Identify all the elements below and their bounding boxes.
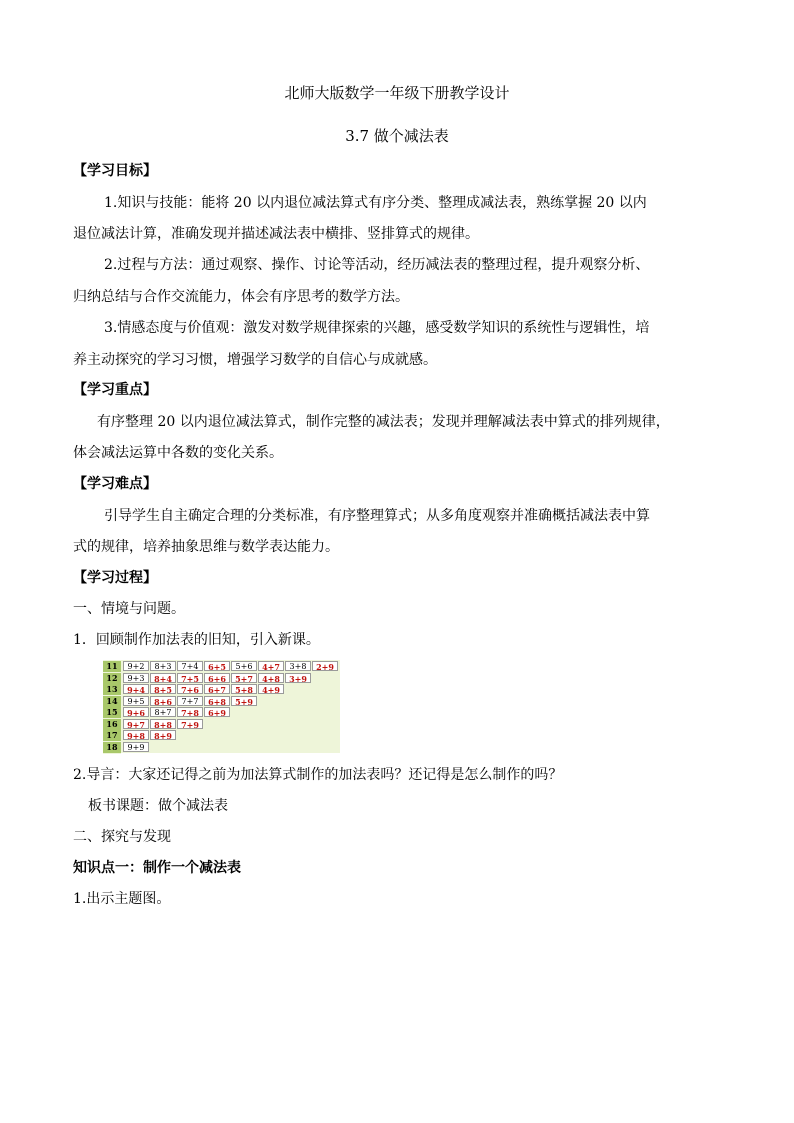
table-cell: 5+8 <box>231 684 257 694</box>
table-cell: 4+9 <box>258 684 284 694</box>
addition-table-figure <box>103 660 340 753</box>
section-1-heading: 一、情境与问题。 <box>73 601 185 617</box>
table-cell: 5+6 <box>231 661 257 671</box>
table-cell: 9+4 <box>123 684 149 694</box>
table-cell: 5+7 <box>231 673 257 683</box>
table-cell: 9+5 <box>123 696 149 706</box>
objective-1-line-1: 1.知识与技能：能将 20 以内退位减法算式有序分类、整理成减法表，熟练掌握 20 以内 <box>104 195 647 211</box>
table-cell: 7+8 <box>177 707 203 717</box>
table-cell: 6+9 <box>204 707 230 717</box>
table-row-label: 11 <box>103 661 121 673</box>
table-row-label: 14 <box>103 696 121 708</box>
table-cell: 9+8 <box>123 730 149 740</box>
table-cell: 9+9 <box>123 742 149 752</box>
table-cell: 3+9 <box>285 673 311 683</box>
difficulties-line-2: 式的规律，培养抽象思维与数学表达能力。 <box>73 539 339 555</box>
board-title: 板书课题：做个减法表 <box>88 798 228 814</box>
table-cell: 8+3 <box>150 661 176 671</box>
table-cell: 7+5 <box>177 673 203 683</box>
table-cell: 8+7 <box>150 707 176 717</box>
table-row-label: 18 <box>103 742 121 754</box>
table-row-label: 17 <box>103 730 121 742</box>
knowledge-point-1-item-1: 1.出示主题图。 <box>73 891 171 907</box>
table-cell: 9+3 <box>123 673 149 683</box>
objective-3-line-2: 养主动探究的学习习惯，增强学习数学的自信心与成就感。 <box>73 352 437 368</box>
table-cell: 4+7 <box>258 661 284 671</box>
table-cell: 8+9 <box>150 730 176 740</box>
table-row-label: 15 <box>103 707 121 719</box>
difficulties-heading: 【学习难点】 <box>73 476 157 492</box>
process-item-1: 1．回顾制作加法表的旧知，引入新课。 <box>73 632 320 648</box>
section-2-heading: 二、探究与发现 <box>73 829 171 845</box>
table-row-label: 13 <box>103 684 121 696</box>
key-points-line-2: 体会减法运算中各数的变化关系。 <box>73 445 283 461</box>
table-cell: 8+5 <box>150 684 176 694</box>
table-cell: 8+6 <box>150 696 176 706</box>
process-heading: 【学习过程】 <box>73 570 157 586</box>
table-cell: 6+6 <box>204 673 230 683</box>
table-cell: 6+8 <box>204 696 230 706</box>
objective-3-line-1: 3.情感态度与价值观：激发对数学规律探索的兴趣，感受数学知识的系统性与逻辑性，培 <box>104 320 650 336</box>
table-cell: 6+7 <box>204 684 230 694</box>
table-cell: 9+7 <box>123 719 149 729</box>
table-cell: 2+9 <box>312 661 338 671</box>
table-cell: 3+8 <box>285 661 311 671</box>
table-cell: 5+9 <box>231 696 257 706</box>
key-points-heading: 【学习重点】 <box>73 382 157 398</box>
table-cell: 7+9 <box>177 719 203 729</box>
table-row-label: 16 <box>103 719 121 731</box>
objective-2-line-1: 2.过程与方法：通过观察、操作、讨论等活动，经历减法表的整理过程，提升观察分析、 <box>104 257 650 273</box>
table-cell: 9+2 <box>123 661 149 671</box>
table-cell: 7+4 <box>177 661 203 671</box>
table-cell: 8+4 <box>150 673 176 683</box>
table-cell: 7+6 <box>177 684 203 694</box>
objective-1-line-2: 退位减法计算，准确发现并描述减法表中横排、竖排算式的规律。 <box>73 226 479 242</box>
table-cell: 9+6 <box>123 707 149 717</box>
difficulties-line-1: 引导学生自主确定合理的分类标准，有序整理算式；从多角度观察并准确概括减法表中算 <box>104 508 650 524</box>
table-row-label: 12 <box>103 673 121 685</box>
table-cell: 4+8 <box>258 673 284 683</box>
objective-2-line-2: 归纳总结与合作交流能力，体会有序思考的数学方法。 <box>73 289 409 305</box>
table-cell: 6+5 <box>204 661 230 671</box>
document-title: 北师大版数学一年级下册教学设计 <box>284 84 510 102</box>
process-item-2: 2.导言：大家还记得之前为加法算式制作的加法表吗？还记得是怎么制作的吗？ <box>73 767 563 783</box>
table-cell: 8+8 <box>150 719 176 729</box>
objectives-heading: 【学习目标】 <box>73 163 157 179</box>
lesson-title: 3.7 做个减法表 <box>345 127 449 145</box>
table-cell: 7+7 <box>177 696 203 706</box>
key-points-line-1: 有序整理 20 以内退位减法算式，制作完整的减法表；发现并理解减法表中算式的排列规律， <box>97 414 670 430</box>
knowledge-point-1: 知识点一：制作一个减法表 <box>73 860 241 876</box>
